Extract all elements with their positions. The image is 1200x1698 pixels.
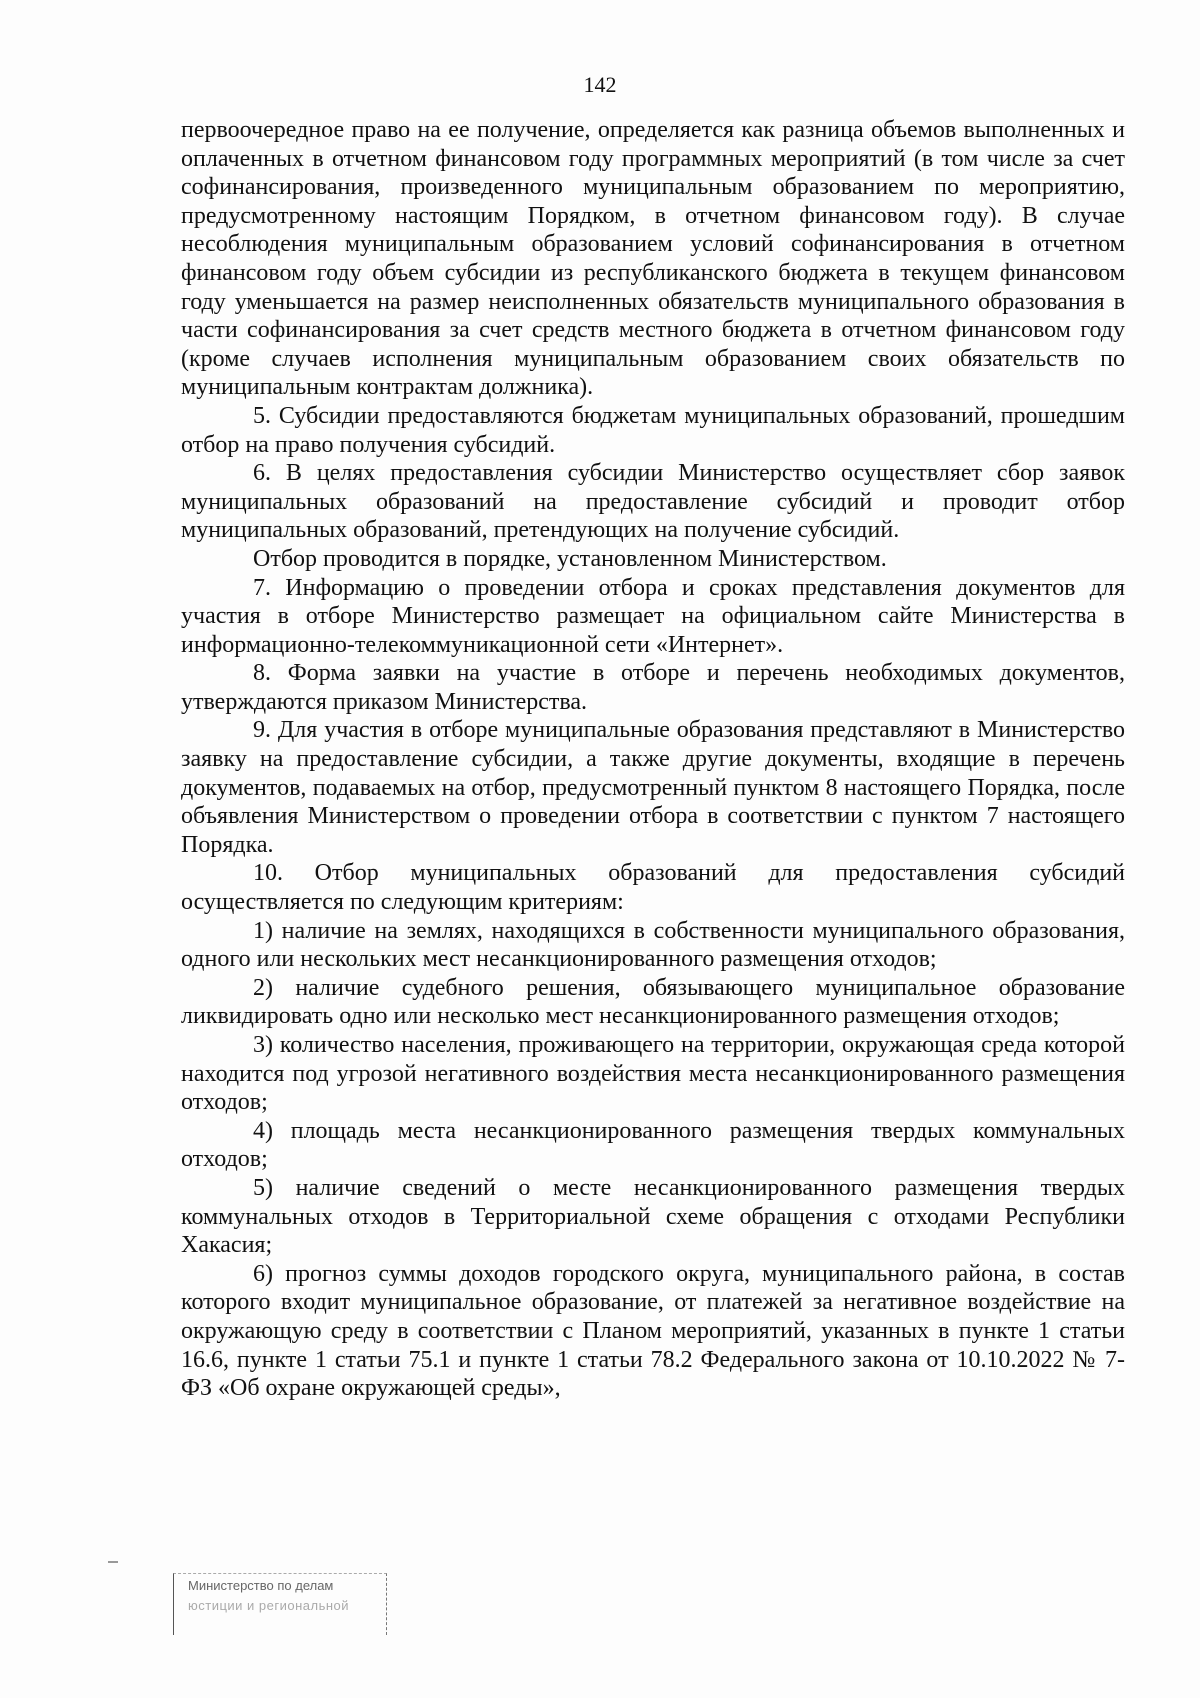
criterion-6: 6) прогноз суммы доходов городского округа, муниципального района, в состав которого входит муниципальное образование, от платежей за негативное воздействие на окружающую среду в соответствии с Планом мероприятий, указанных в пункте 1 статьи 16.6, пункте 1 статьи 75.1 и пункте 1 статьи 78.2 Федерального закона от 10.10.2022 № 7-ФЗ «Об охране окружающей среды», (181, 1260, 1125, 1402)
paragraph-item-6: 6. В целях предоставления субсидии Министерство осуществляет сбор заявок муниципальных образований на предоставление субсидий и проводит отбор муниципальных образований, претендующих на получение субсидий. (181, 460, 1125, 544)
paragraph-item-7: 7. Информацию о проведении отбора и сроках представления документов для участия в отборе Министерство размещает на официальном сайте Министерства в информационно-телекоммуникационной сети «Интернет». (181, 574, 1125, 658)
stamp-line-2: юстиции и региональной (188, 1598, 350, 1613)
paragraph-continuation: первоочередное право на ее получение, определяется как разница объемов выполненных и оплаченных в отчетном финансовом году программных мероприятий (в том числе за счет софинансирования, произведенного муниципальным образованием по мероприятию, предусмотренному настоящим Порядком, в отчетном финансовом году). В случае несоблюдения муниципальным образованием условий софинансирования в отчетном финансовом году объем субсидии из республиканского бюджета в текущем финансовом году уменьшается на размер неисполненных обязательств муниципального образования в части софинансирования за счет средств местного бюджета в отчетном финансовом году (кроме случаев исполнения муниципальным образованием своих обязательств по муниципальным контрактам должника). (181, 117, 1125, 401)
paragraph-item-5: 5. Субсидии предоставляются бюджетам муниципальных образований, прошедшим отбор на право получения субсидий. (181, 402, 1125, 458)
criterion-1: 1) наличие на землях, находящихся в собственности муниципального образования, одного или нескольких мест несанкционированного размещения отходов; (181, 917, 1125, 973)
document-body (181, 116, 1125, 1403)
paragraph-item-9: 9. Для участия в отборе муниципальные образования представляют в Министерство заявку на предоставление субсидии, а также другие документы, входящие в перечень документов, подаваемых на отбор, предусмотренный пунктом 8 настоящего Порядка, после объявления Министерством о проведении отбора в соответствии с пунктом 7 настоящего Порядка. (181, 717, 1125, 858)
criterion-4: 4) площадь места несанкционированного размещения твердых коммунальных отходов; (181, 1117, 1125, 1173)
paragraph-item-10: 10. Отбор муниципальных образований для предоставления субсидий осуществляется по следующим критериям: (181, 860, 1125, 916)
ministry-stamp (173, 1573, 387, 1635)
paragraph-selection-order: Отбор проводится в порядке, установленном Министерством. (253, 545, 887, 572)
page-number: 142 (583, 72, 617, 97)
paragraph-item-8: 8. Форма заявки на участие в отборе и перечень необходимых документов, утверждаются приказом Министерства. (181, 660, 1125, 715)
margin-mark (108, 1561, 118, 1563)
criterion-3: 3) количество населения, проживающего на территории, окружающая среда которой находится под угрозой негативного воздействия места несанкционированного размещения отходов; (181, 1032, 1125, 1116)
criterion-2: 2) наличие судебного решения, обязывающего муниципальное образование ликвидировать одно или несколько мест несанкционированного размещения отходов; (181, 974, 1125, 1030)
stamp-line-1: Министерство по делам (188, 1578, 334, 1593)
criterion-5: 5) наличие сведений о месте несанкционированного размещения твердых коммунальных отходов в Территориальной схеме обращения с отходами Республики Хакасия; (181, 1174, 1125, 1259)
